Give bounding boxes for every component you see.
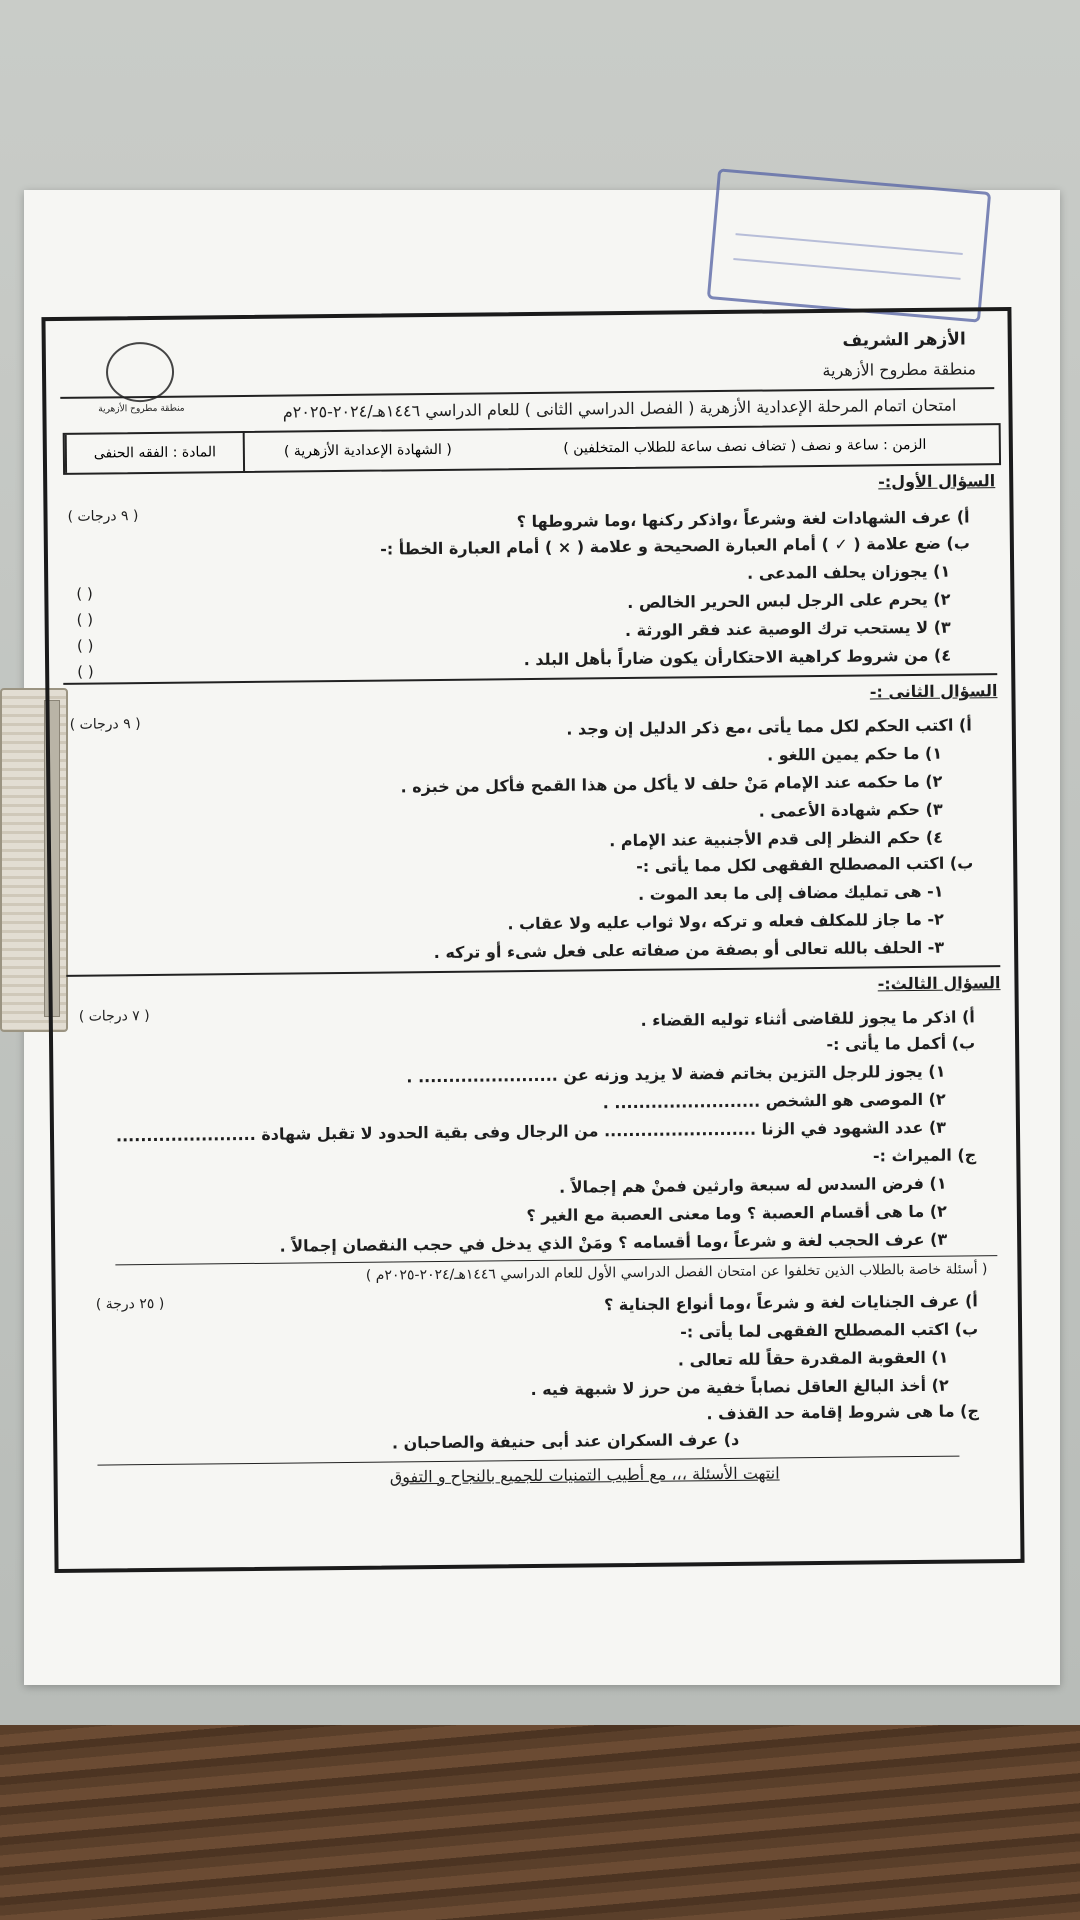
- azhar-logo: [106, 342, 175, 403]
- special-b-item: ١) العقوبة المقدرة حقاً لله تعالى .: [677, 1347, 949, 1370]
- region-name: منطقة مطروح الأزهرية: [822, 359, 977, 380]
- stamp-text: [729, 192, 976, 214]
- q1-part-a: أ) عرف الشهادات لغة وشرعاً ،واذكر ركنها ،وما شروطها ؟: [516, 507, 970, 532]
- q3-title: السؤال الثالث:-: [877, 973, 1001, 994]
- answer-paren: ( ): [76, 610, 94, 629]
- answer-paren: ( ): [76, 584, 93, 603]
- special-note: ( أسئلة خاصة بالطلاب الذين تخلفوا عن امتحان الفصل الدراسي الأول للعام الدراسي ١٤٤٦هـ/٢٠٢٤-٢٠٢٥م ): [365, 1261, 988, 1284]
- q2-title: السؤال الثانى :-: [869, 681, 998, 702]
- q2-part-b: ب) اكتب المصطلح الفقهى لكل مما يأتى :-: [636, 853, 974, 876]
- q1-item: ٢) يحرم على الرجل لبس الحرير الخالص .: [627, 589, 951, 612]
- q3-b-item: ١) يجوز للرجل التزين بخاتم فضة لا يزيد وزنه عن ....................... .: [406, 1061, 946, 1087]
- q2-a-item: ٢) ما حكمه عند الإمام مَنْ حلف لا يأكل من هذا القمح فأكل من خبزه .: [400, 771, 943, 797]
- q3-b-item: ٣) عدد الشهود في الزنا ......................... من الرجال وفى بقية الحدود لا تقبل شهادة .......................: [115, 1117, 947, 1146]
- q1-part-b: ب) ضع علامة ( ✓ ) أمام العبارة الصحيحة و علامة ( × ) أمام العبارة الخطأ :-: [380, 533, 970, 559]
- logo-caption: منطقة مطروح الأزهرية: [98, 403, 185, 415]
- info-box: [63, 423, 1001, 475]
- q2-b-item: ٢- ما جاز للمكلف فعله و تركه ،ولا ثواب عليه ولا عقاب .: [507, 909, 944, 934]
- q3-b-item: ٢) الموصى هو الشخص ........................ .: [602, 1089, 946, 1113]
- q1-marks: ( ٩ درجات ): [67, 508, 139, 525]
- special-part-a: أ) عرف الجنايات لغة و شرعاً ،وما أنواع الجناية ؟: [603, 1291, 978, 1315]
- exam-frame: [41, 307, 1024, 1573]
- q3-c-item: ١) فرض السدس له سبعة وارثين فمنْ هم إجمالاً .: [558, 1173, 947, 1197]
- q1-item: ١) يجوزان يحلف المدعى .: [747, 561, 951, 583]
- q3-c-item: ٣) عرف الحجب لغة و شرعاً ،وما أقسامه ؟ ومَنْ الذي يدخل في حجب النقصان إجمالاً .: [279, 1229, 948, 1256]
- subject-cell: المادة : الفقه الحنفى: [65, 433, 243, 473]
- exam-title: امتحان اتمام المرحلة الإعدادية الأزهرية ( الفصل الدراسي الثانى ) للعام الدراسي ١٤٤٦هـ/٢٠٢٤-٢٠٢٥م: [282, 395, 957, 422]
- answer-paren: ( ): [77, 662, 94, 681]
- special-marks: ( ٢٥ درجة ): [95, 1295, 165, 1313]
- section-divider: [66, 965, 1000, 977]
- q3-part-a: أ) اذكر ما يجوز للقاضى أثناء توليه القضاء .: [640, 1007, 975, 1030]
- q2-a-item: ٤) حكم النظر إلى قدم الأجنبية عند الإمام .: [609, 827, 944, 851]
- special-b-item: ٢) أخذ البالغ العاقل نصاباً خفية من حرز لا شبهة فيه .: [530, 1375, 949, 1400]
- q2-b-item: ٣- الحلف بالله تعالى أو بصفة من صفاته على فعل شىء أو تركه .: [433, 937, 945, 963]
- stamp-line: [735, 233, 962, 255]
- institution-name: الأزهر الشريف: [842, 329, 966, 351]
- q3-c-item: ٢) ما هى أقسام العصبة ؟ وما معنى العصبة مع الغير ؟: [526, 1201, 947, 1226]
- answer-paren: ( ): [76, 636, 94, 655]
- special-part-d: د) عرف السكران عند أبى حنيفة والصاحبان .: [391, 1429, 740, 1453]
- q2-a-item: ١) ما حكم يمين اللغو .: [766, 743, 943, 765]
- q3-part-b: ب) أكمل ما يأتى :-: [826, 1033, 976, 1054]
- q3-part-c: ج) الميراث :-: [872, 1145, 977, 1166]
- stamp-line: [733, 258, 960, 280]
- certificate-cell: ( الشهادة الإعدادية الأزهرية ): [243, 430, 491, 471]
- q1-title: السؤال الأول:-: [878, 471, 996, 492]
- q3-marks: ( ٧ درجات ): [78, 1008, 150, 1025]
- ink-stamp: [707, 168, 991, 322]
- q2-marks: ( ٩ درجات ): [69, 716, 141, 733]
- q2-b-item: ١- هى تمليك مضاف إلى ما بعد الموت .: [637, 881, 944, 904]
- footer-text: انتهت الأسئلة ،،، مع أطيب التمنيات للجميع بالنجاح و التفوق: [389, 1463, 780, 1487]
- special-part-b: ب) اكتب المصطلح الفقهى لما يأتى :-: [680, 1319, 979, 1342]
- footer-divider: [97, 1456, 959, 1466]
- time-cell: الزمن : ساعة و نصف ( تضاف نصف ساعة للطلاب المتخلفين ): [563, 436, 927, 457]
- q2-part-a: أ) اكتب الحكم لكل مما يأتى ،مع ذكر الدليل إن وجد .: [566, 715, 972, 739]
- special-part-c: ج) ما هى شروط إقامة حد القذف .: [706, 1401, 980, 1424]
- q1-item: ٤) من شروط كراهية الاحتكارأن يكون ضاراً بأهل البلد .: [523, 645, 952, 670]
- wooden-desk: [0, 1725, 1080, 1920]
- q2-a-item: ٣) حكم شهادة الأعمى .: [758, 799, 943, 821]
- q1-item: ٣) لا يستحب ترك الوصية عند فقر الورثة .: [624, 617, 951, 641]
- section-divider: [63, 673, 997, 685]
